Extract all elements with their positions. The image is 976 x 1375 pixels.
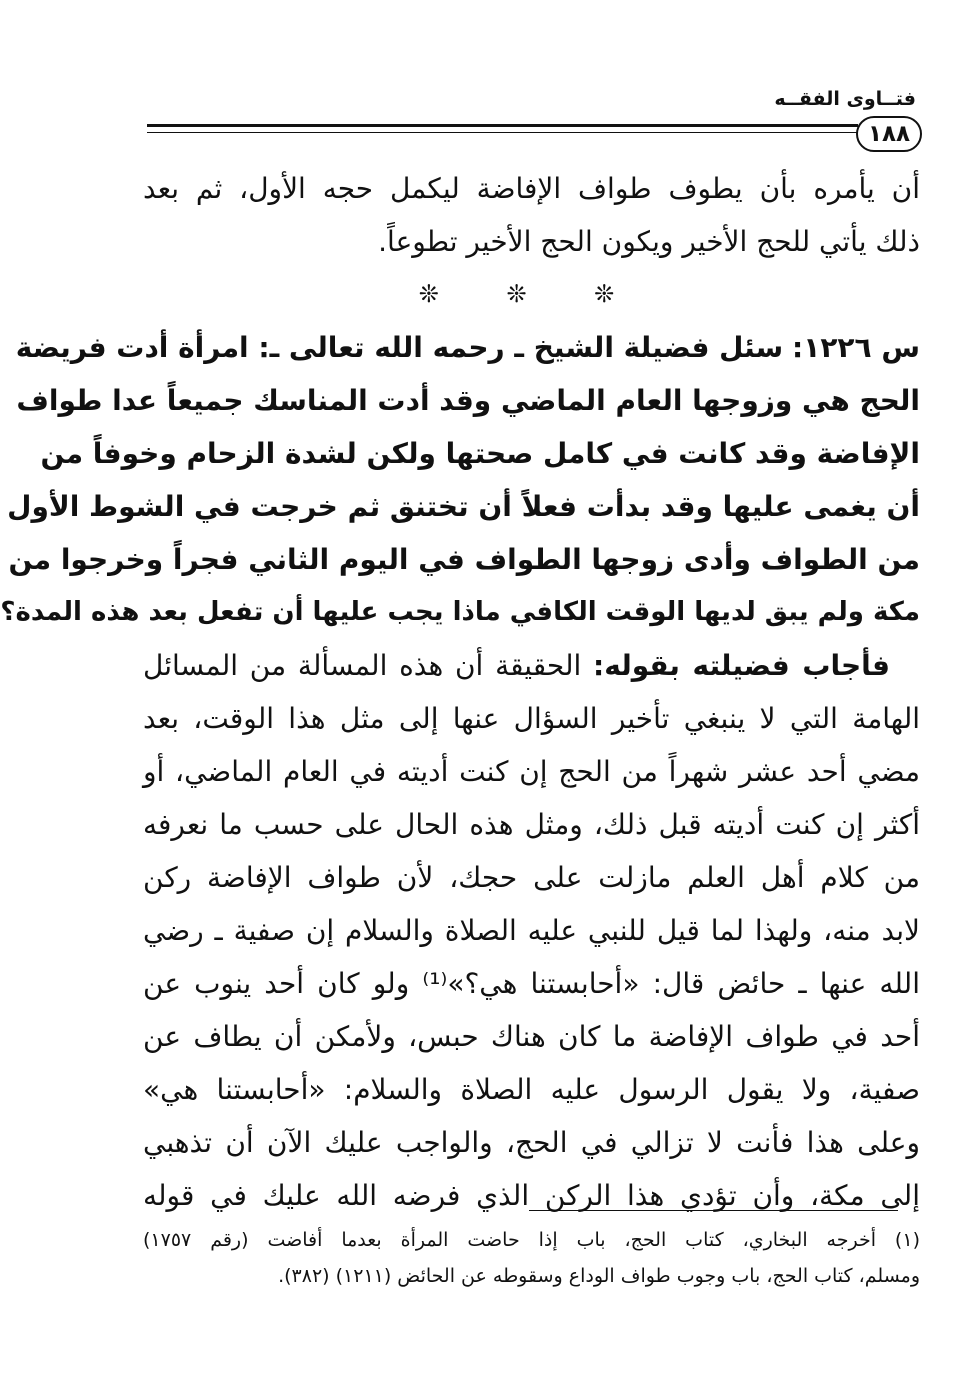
- footnote-rule: [529, 1210, 898, 1211]
- answer-line: إلى مكة، وأن تؤدي هذا الركن الذي فرضه الله عليك في قوله: [143, 1179, 920, 1212]
- answer-line: مضي أحد عشر شهراً من الحج إن كنت أديته في العام الماضي، أو: [143, 755, 920, 788]
- answer-line: لابد منه، ولهذا لما قيل للنبي عليه الصلاة والسلام إن صفية ـ رضي: [143, 914, 920, 947]
- answer-line: [143, 639, 920, 692]
- question-line: مكة ولم يبق لديها الوقت الكافي ماذا يجب عليها أن تفعل بعد هذه المدة؟: [0, 597, 920, 627]
- header-rule-thin: [147, 132, 858, 133]
- running-title: فتــاوى الفقــه: [774, 88, 916, 110]
- question-line: الحج هي وزوجها العام الماضي وقد أدت المناسك جميعاً عدا طواف: [16, 384, 920, 417]
- question-line: من الطواف وأدى زوجها الطواف في اليوم الثاني فجراً وخرجوا من: [8, 543, 920, 576]
- question-line: الإفاضة وقد كانت في كامل صحتها ولكن لشدة الزحام وخوفاً من: [40, 437, 920, 470]
- question-line: أن يغمى عليها وقد بدأت فعلاً أن تختنق ثم خرجت في الشوط الأول: [7, 490, 920, 523]
- answer-line: وعلى هذا فأنت لا تزالي في الحج، والواجب عليك الآن أن تذهبي: [143, 1126, 920, 1159]
- text-line: أن يأمره بأن يطوف طواف الإفاضة ليكمل حجه الأول، ثم بعد: [143, 172, 920, 205]
- footnote-line: (١) أخرجه البخاري، كتاب الحج، باب إذا حاضت المرأة بعدما أفاضت (رقم ١٧٥٧): [143, 1229, 920, 1251]
- question-line: [15, 321, 920, 374]
- page-number: ١٨٨: [856, 116, 922, 152]
- body-text: [0, 162, 920, 1222]
- section-separator: ❊ ❊ ❊: [418, 280, 645, 308]
- text-line: ذلك يأتي للحج الأخير ويكون الحج الأخير تطوعاً.: [378, 225, 920, 258]
- footnote-line: ومسلم، كتاب الحج، باب وجوب طواف الوداع وسقوطه عن الحائض (١٢١١) (٣٨٢).: [278, 1265, 920, 1287]
- answer-text: الحقيقة أن هذه المسألة من المسائل: [143, 649, 582, 682]
- question-label: س ١٢٢٦:: [792, 331, 920, 364]
- footnotes: [143, 1222, 920, 1294]
- header-rule: [147, 124, 858, 127]
- answer-line: أحد في طواف الإفاضة ما كان هناك حبس، ولأمكن أن يطاف عن: [143, 1020, 920, 1053]
- answer-line: الهامة التي لا ينبغي تأخير السؤال عنها إلى مثل هذا الوقت، بعد: [143, 702, 920, 735]
- answer-line: أكثر إن كنت أديته قبل ذلك، ومثل هذه الحال على حسب ما نعرفه: [143, 808, 920, 841]
- answer-label: فأجاب فضيلته بقوله:: [593, 649, 890, 682]
- answer-line: الله عنها ـ حائض قال: «أحابستنا هي؟»⁽¹⁾ ولو كان أحد ينوب عن: [143, 967, 920, 1000]
- answer-line: من كلام أهل العلم مازلت على حجك، لأن طواف الإفاضة ركن: [143, 861, 920, 894]
- question-text: سئل فضيلة الشيخ ـ رحمه الله تعالى ـ: امرأة أدت فريضة: [15, 331, 784, 364]
- answer-line: صفية، ولا يقول الرسول عليه الصلاة والسلام: «أحابستنا هي»: [143, 1073, 920, 1106]
